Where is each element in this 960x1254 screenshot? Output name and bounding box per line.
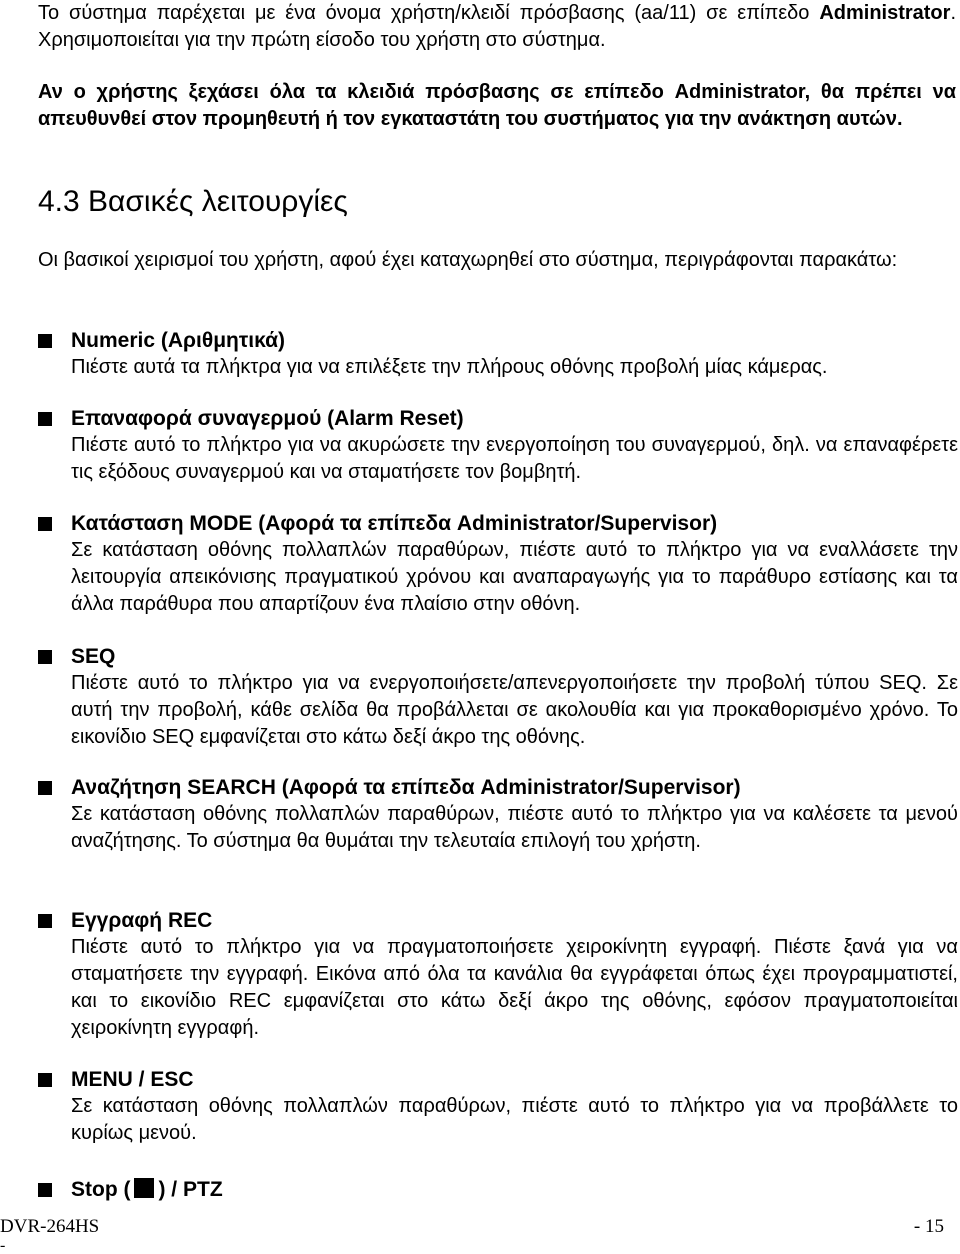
- bullet-square-icon: [38, 650, 52, 664]
- item-body: Πιέστε αυτό το πλήκτρο για να ακυρώσετε την ενεργοποίηση του συναγερμού, δηλ. να επαναφέρετε τις εξόδους συναγερμού και να σταματήσετε τον βομβητή.: [71, 434, 958, 483]
- item-title-stop-ptz: [71, 1176, 223, 1203]
- item-title: MENU / ESC: [71, 1068, 194, 1091]
- bullet-square-icon: [38, 517, 52, 531]
- footer-dash: -: [0, 1237, 6, 1254]
- footer-model: DVR-264HS: [0, 1216, 100, 1237]
- item-title: Αναζήτηση SEARCH (Αφορά τα επίπεδα Administrator/Supervisor): [71, 776, 741, 799]
- item-title: Επαναφορά συναγερμού (Alarm Reset): [71, 407, 464, 430]
- bullet-square-icon: [38, 334, 52, 348]
- item-body: Πιέστε αυτά τα πλήκτρα για να επιλέξετε την πλήρους οθόνης προβολή μίας κάμερας.: [71, 356, 828, 378]
- stop-title-prefix: Stop (: [71, 1178, 131, 1201]
- footer-page-number: - 15: [913, 1216, 944, 1237]
- bullet-square-icon: [38, 412, 52, 426]
- section-heading: 4.3 Βασικές λειτουργίες: [38, 185, 348, 218]
- intro-p1-part1: Το σύστημα παρέχεται με ένα όνομα χρήστη/κλειδί πρόσβασης (aa/11) σε επίπεδο: [38, 2, 820, 24]
- item-body: Σε κατάσταση οθόνης πολλαπλών παραθύρων, πιέστε αυτό το πλήκτρο για να προβάλλετε το κυρίως μενού.: [71, 1095, 958, 1144]
- bullet-square-icon: [38, 781, 52, 795]
- item-body: Σε κατάσταση οθόνης πολλαπλών παραθύρων, πιέστε αυτό το πλήκτρο για να καλέσετε τα μενού αναζήτησης. Το σύστημα θα θυμάται την τελευταία επιλογή του χρήστη.: [71, 803, 958, 852]
- bullet-square-icon: [38, 1073, 52, 1087]
- stop-title-suffix: ) / PTZ: [158, 1178, 223, 1201]
- item-body: Πιέστε αυτό το πλήκτρο για να ενεργοποιήσετε/απενεργοποιήσετε την προβολή τύπου SEQ. Σε αυτή την προβολή, κάθε σελίδα θα προβάλλεται σε ακολουθία και για προκαθορισμένο χρόνο. Το εικονίδιο SEQ εμφανίζεται στο κάτω δεξί άκρο της οθόνης.: [71, 672, 958, 748]
- item-title: SEQ: [71, 645, 116, 668]
- item-title: Κατάσταση MODE (Αφορά τα επίπεδα Administrator/Supervisor): [71, 512, 718, 535]
- item-title: Numeric (Αριθμητικά): [71, 329, 285, 352]
- bullet-square-icon: [38, 914, 52, 928]
- intro-p1-part2: . Χρησιμοποιείται για την πρώτη είσοδο του χρήστη στο σύστημα.: [38, 2, 956, 51]
- item-body: Πιέστε αυτό το πλήκτρο για να πραγματοποιήσετε χειροκίνητη εγγραφή. Πιέστε ξανά για να σταματήσετε την εγγραφή. Εικόνα από όλα τα κανάλια θα εγγράφεται όπως έχει προγραμματιστεί, και το εικονίδιο REC εμφανίζεται στο κάτω δεξί άκρο της οθόνης, εφόσον πραγματοποιείται χειροκίνητη εγγραφή.: [71, 936, 958, 1039]
- bullet-square-icon: [38, 1183, 52, 1197]
- stop-square-icon: [134, 1178, 154, 1198]
- item-body: Σε κατάσταση οθόνης πολλαπλών παραθύρων, πιέστε αυτό το πλήκτρο για να εναλλάσετε την λειτουργία απεικόνισης πραγματικού χρόνου και αναπαραγωγής για το παράθυρο εστίασης και τα άλλα παράθυρα που απαρτίζουν ένα πλαίσιο στην οθόνη.: [71, 539, 958, 615]
- item-title: Εγγραφή REC: [71, 909, 213, 932]
- intro-paragraph-2: Αν ο χρήστης ξεχάσει όλα τα κλειδιά πρόσβασης σε επίπεδο Administrator, θα πρέπει να απευθυνθεί στον προμηθευτή ή τον εγκαταστάτη του συστήματος για την ανάκτηση αυτών.: [38, 81, 956, 130]
- section-intro: Οι βασικοί χειρισμοί του χρήστη, αφού έχει καταχωρηθεί στο σύστημα, περιγράφονται παρακάτω:: [38, 249, 898, 271]
- intro-paragraph-1: [38, 0, 956, 54]
- intro-p1-bold: Administrator: [819, 2, 951, 24]
